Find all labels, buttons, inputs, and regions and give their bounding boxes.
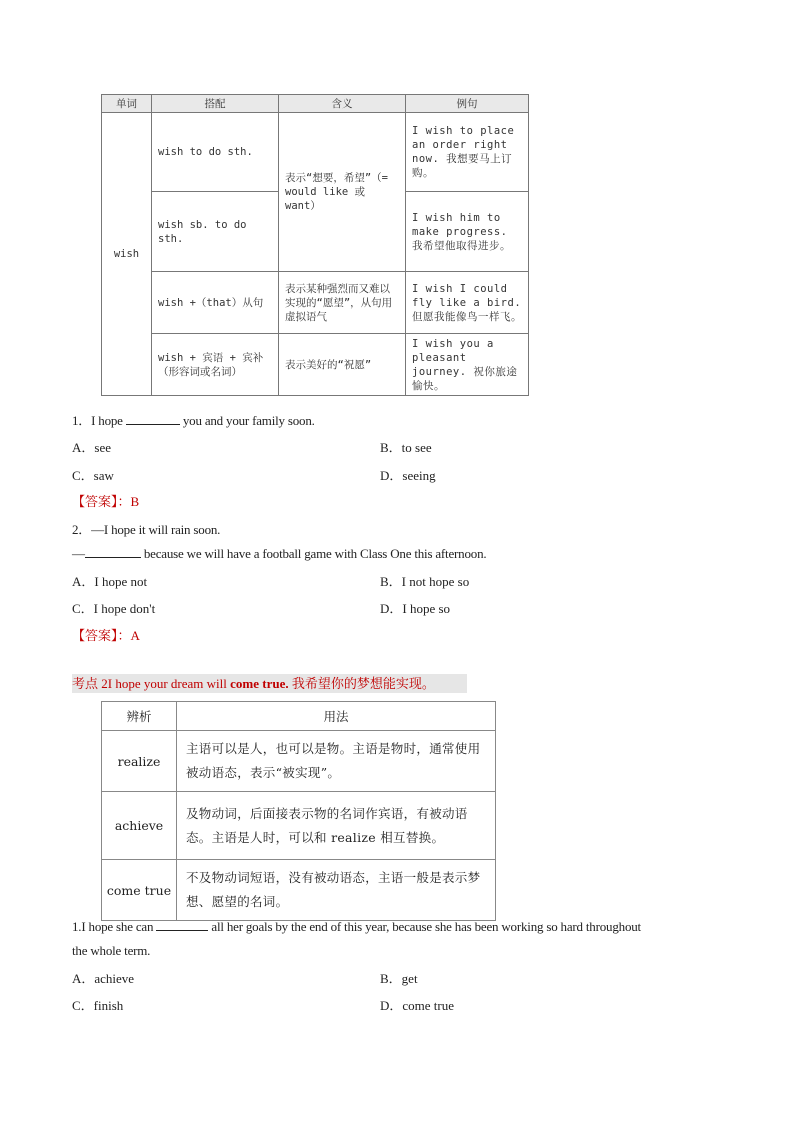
question-1-option-d[interactable]: D．seeing <box>380 468 436 483</box>
table1-meaning-cell: 表示美好的“祝愿” <box>279 334 406 396</box>
table1-collocation-cell: wish +（that）从句 <box>152 272 279 334</box>
answer-blank <box>156 918 208 931</box>
table2-header-word: 辨析 <box>102 702 177 731</box>
question-1-option-b[interactable]: B．to see <box>380 440 432 455</box>
table2-header-usage: 用法 <box>177 702 496 731</box>
question-1-stem: 1．I hope you and your family soon. <box>72 413 315 428</box>
table2-word-cell: achieve <box>102 792 177 860</box>
table1-header-word: 单词 <box>102 95 152 113</box>
question-3-stem-continued: the whole term. <box>72 943 151 958</box>
table1-collocation-cell: wish + 宾语 + 宾补（形容词或名词） <box>152 334 279 396</box>
table1-example-cell: I wish him to make progress. 我希望他取得进步。 <box>406 192 529 272</box>
question-2-reply: — because we will have a football game with Class One this afternoon. <box>72 546 487 561</box>
question-1-option-a[interactable]: A．see <box>72 440 111 455</box>
table2-usage-cell: 主语可以是人，也可以是物。主语是物时，通常使用被动语态，表示“被实现”。 <box>177 731 496 792</box>
question-2-option-b[interactable]: B．I not hope so <box>380 574 470 589</box>
table1-meaning-cell: 表示某种强烈而又难以实现的“愿望”，从句用虚拟语气 <box>279 272 406 334</box>
table2-usage-cell: 不及物动词短语，没有被动语态，主语一般是表示梦想、愿望的名词。 <box>177 860 496 921</box>
table1-collocation-cell: wish to do sth. <box>152 113 279 192</box>
question-1-answer: 【答案】：B <box>72 494 140 509</box>
question-2-option-d[interactable]: D．I hope so <box>380 601 451 616</box>
table1-meaning-cell: 表示“想要，希望”（= would like 或 want） <box>279 113 406 272</box>
question-1-option-c[interactable]: C．saw <box>72 468 114 483</box>
question-2-stem: 2．—I hope it will rain soon. <box>72 522 221 537</box>
table2-usage-cell: 及物动词，后面接表示物的名词作宾语，有被动语态。主语是人时，可以和 realize 相互替换。 <box>177 792 496 860</box>
table1-header-meaning: 含义 <box>279 95 406 113</box>
answer-blank <box>126 412 180 425</box>
table2-word-cell: come true <box>102 860 177 921</box>
table1-header-example: 例句 <box>406 95 529 113</box>
key-point-heading: 考点 2I hope your dream will come true. 我希望你的梦想能实现。 <box>72 674 467 693</box>
question-2-option-c[interactable]: C．I hope don't <box>72 601 156 616</box>
question-3-option-a[interactable]: A．achieve <box>72 971 135 986</box>
table2-word-cell: realize <box>102 731 177 792</box>
table1-example-cell: I wish you a pleasant journey. 祝你旅途愉快。 <box>406 334 529 396</box>
table1-word-cell: wish <box>102 113 152 396</box>
table1-example-cell: I wish to place an order right now. 我想要马上订购。 <box>406 113 529 192</box>
answer-blank <box>85 545 141 558</box>
question-3-option-c[interactable]: C．finish <box>72 998 124 1013</box>
table1-example-cell: I wish I could fly like a bird. 但愿我能像鸟一样飞。 <box>406 272 529 334</box>
wish-collocation-table <box>101 94 529 396</box>
question-3-option-d[interactable]: D．come true <box>380 998 455 1013</box>
question-2-answer: 【答案】：A <box>72 628 140 643</box>
table1-collocation-cell: wish sb. to do sth. <box>152 192 279 272</box>
question-3-option-b[interactable]: B．get <box>380 971 418 986</box>
table1-header-collocation: 搭配 <box>152 95 279 113</box>
comparison-table <box>101 701 496 921</box>
question-2-option-a[interactable]: A．I hope not <box>72 574 148 589</box>
question-3-stem: 1.I hope she can all her goals by the end of this year, because she has been working so hard throughout <box>72 919 641 934</box>
